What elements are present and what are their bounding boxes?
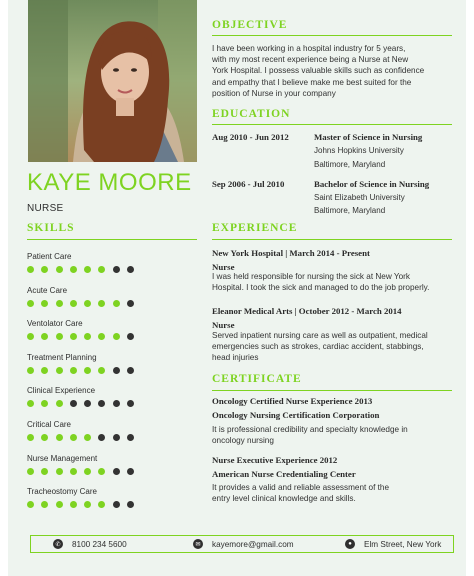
profile-photo (28, 0, 197, 162)
rating-dot-filled (41, 266, 48, 273)
certificate-description: It provides a valid and reliable assessment of the entry level clinical knowledge and skills. (212, 483, 390, 504)
rating-dot-filled (84, 434, 91, 441)
rating-dot-filled (41, 333, 48, 340)
rating-dot-filled (84, 501, 91, 508)
skill-rating (27, 266, 134, 274)
rating-dot-filled (41, 400, 48, 407)
experience-employer: New York Hospital | March 2014 - Present (212, 248, 370, 258)
skill-label: Clinical Experience (27, 386, 96, 396)
rating-dot-filled (27, 501, 34, 508)
education-heading: EDUCATION (212, 108, 291, 120)
rating-dot-filled (84, 333, 91, 340)
skill-label: Patient Care (27, 252, 72, 261)
rating-dot-filled (56, 367, 63, 374)
rating-dot-filled (27, 367, 34, 374)
rating-dot-empty (113, 266, 120, 273)
certificate-heading: CERTIFICATE (212, 373, 302, 385)
rating-dot-filled (70, 300, 77, 307)
resume-page (8, 0, 466, 576)
skill-label: Nurse Management (27, 453, 98, 463)
skill-rating (27, 400, 134, 408)
experience-employer: Eleanor Medical Arts | October 2012 - March 2014 (212, 306, 402, 316)
certificate-description: It is professional credibility and specialty knowledge in oncology nursing (212, 425, 408, 446)
contact-bar (30, 535, 454, 553)
candidate-role: NURSE (27, 203, 64, 214)
rating-dot-filled (56, 434, 63, 441)
skill-label: Tracheostomy Care (27, 487, 97, 497)
experience-description: Served inpatient nursing care as well as outpatient, medical emergencies such as strokes, cardiac accident, stabbings, head injuries (212, 331, 428, 363)
rating-dot-filled (27, 400, 34, 407)
rating-dot-filled (98, 300, 105, 307)
rating-dot-filled (56, 266, 63, 273)
rating-dot-filled (27, 300, 34, 307)
rating-dot-empty (113, 501, 120, 508)
skill-rating (27, 367, 134, 375)
education-date: Sep 2006 - Jul 2010 (212, 179, 285, 189)
rating-dot-filled (98, 266, 105, 273)
skill-rating (27, 468, 134, 476)
rating-dot-filled (70, 333, 77, 340)
skill-rating (27, 434, 134, 442)
certificate-rule (212, 390, 452, 391)
experience-rule (212, 239, 452, 240)
rating-dot-empty (127, 266, 134, 273)
rating-dot-filled (84, 266, 91, 273)
education-rule (212, 124, 452, 125)
skills-rule (27, 239, 197, 240)
location-icon: ● (345, 539, 355, 549)
education-school: Johns Hopkins University (314, 146, 404, 155)
certificate-title: Nurse Executive Experience 2012 (212, 455, 338, 465)
rating-dot-empty (127, 367, 134, 374)
rating-dot-filled (98, 333, 105, 340)
education-degree: Master of Science in Nursing (314, 132, 423, 142)
education-location: Baltimore, Maryland (314, 160, 386, 169)
rating-dot-filled (27, 434, 34, 441)
objective-text: I have been working in a hospital industry for 5 years, with my most recent experience being a Nurse at New York Hospital. I possess valuable skills such as confidence and empathy that I believe make me best suited for the position of Nurse in your company (212, 44, 425, 98)
objective-heading: OBJECTIVE (212, 19, 288, 31)
rating-dot-empty (127, 333, 134, 340)
rating-dot-empty (127, 468, 134, 475)
rating-dot-filled (84, 300, 91, 307)
education-school: Saint Elizabeth University (314, 193, 405, 202)
education-degree: Bachelor of Science in Nursing (314, 179, 430, 189)
skill-label: Ventolator Care (27, 319, 83, 329)
rating-dot-filled (41, 468, 48, 475)
rating-dot-filled (70, 468, 77, 475)
skill-rating (27, 501, 134, 509)
rating-dot-empty (127, 434, 134, 441)
certificate-issuer: American Nurse Credentialing Center (212, 469, 356, 479)
rating-dot-filled (56, 468, 63, 475)
rating-dot-filled (98, 468, 105, 475)
rating-dot-filled (84, 367, 91, 374)
experience-position: Nurse (212, 262, 235, 272)
rating-dot-filled (113, 333, 120, 340)
education-date: Aug 2010 - Jun 2012 (212, 132, 289, 142)
rating-dot-filled (27, 333, 34, 340)
rating-dot-empty (127, 400, 134, 407)
rating-dot-empty (113, 367, 120, 374)
email-icon: ✉ (193, 539, 203, 549)
contact-phone[interactable]: ✆ 8100 234 5600 (53, 539, 127, 549)
rating-dot-filled (56, 501, 63, 508)
rating-dot-empty (113, 434, 120, 441)
skill-rating (27, 333, 134, 341)
rating-dot-empty (84, 400, 91, 407)
rating-dot-empty (127, 501, 134, 508)
certificate-issuer: Oncology Nursing Certification Corporation (212, 410, 380, 420)
rating-dot-filled (98, 367, 105, 374)
rating-dot-empty (113, 400, 120, 407)
rating-dot-filled (27, 468, 34, 475)
skill-label: Acute Care (27, 285, 68, 295)
experience-heading: EXPERIENCE (212, 222, 298, 234)
rating-dot-filled (56, 400, 63, 407)
objective-rule (212, 35, 452, 36)
rating-dot-empty (70, 400, 77, 407)
rating-dot-empty (98, 400, 105, 407)
rating-dot-filled (41, 367, 48, 374)
rating-dot-filled (84, 468, 91, 475)
contact-email[interactable]: ✉ kayemore@gmail.com (193, 539, 294, 549)
rating-dot-filled (41, 501, 48, 508)
skill-label: Critical Care (27, 420, 72, 429)
experience-position: Nurse (212, 320, 235, 330)
rating-dot-filled (27, 266, 34, 273)
rating-dot-filled (56, 300, 63, 307)
skills-heading: SKILLS (27, 222, 75, 234)
rating-dot-empty (127, 300, 134, 307)
skill-rating (27, 300, 134, 308)
candidate-name: KAYE MOORE (27, 169, 192, 196)
rating-dot-filled (56, 333, 63, 340)
rating-dot-filled (70, 367, 77, 374)
certificate-title: Oncology Certified Nurse Experience 2013 (212, 396, 373, 406)
rating-dot-filled (113, 300, 120, 307)
education-location: Baltimore, Maryland (314, 206, 386, 215)
rating-dot-filled (41, 434, 48, 441)
rating-dot-empty (98, 434, 105, 441)
phone-icon: ✆ (53, 539, 63, 549)
rating-dot-filled (41, 300, 48, 307)
rating-dot-filled (70, 266, 77, 273)
contact-address[interactable]: ● Elm Street, New York (345, 539, 441, 549)
rating-dot-filled (98, 501, 105, 508)
rating-dot-filled (70, 434, 77, 441)
experience-description: I was held responsible for nursing the sick at New York Hospital. I took the sick and managed to do the job properly. (212, 272, 430, 293)
skill-label: Treatment Planning (27, 352, 97, 362)
rating-dot-empty (113, 468, 120, 475)
rating-dot-filled (70, 501, 77, 508)
